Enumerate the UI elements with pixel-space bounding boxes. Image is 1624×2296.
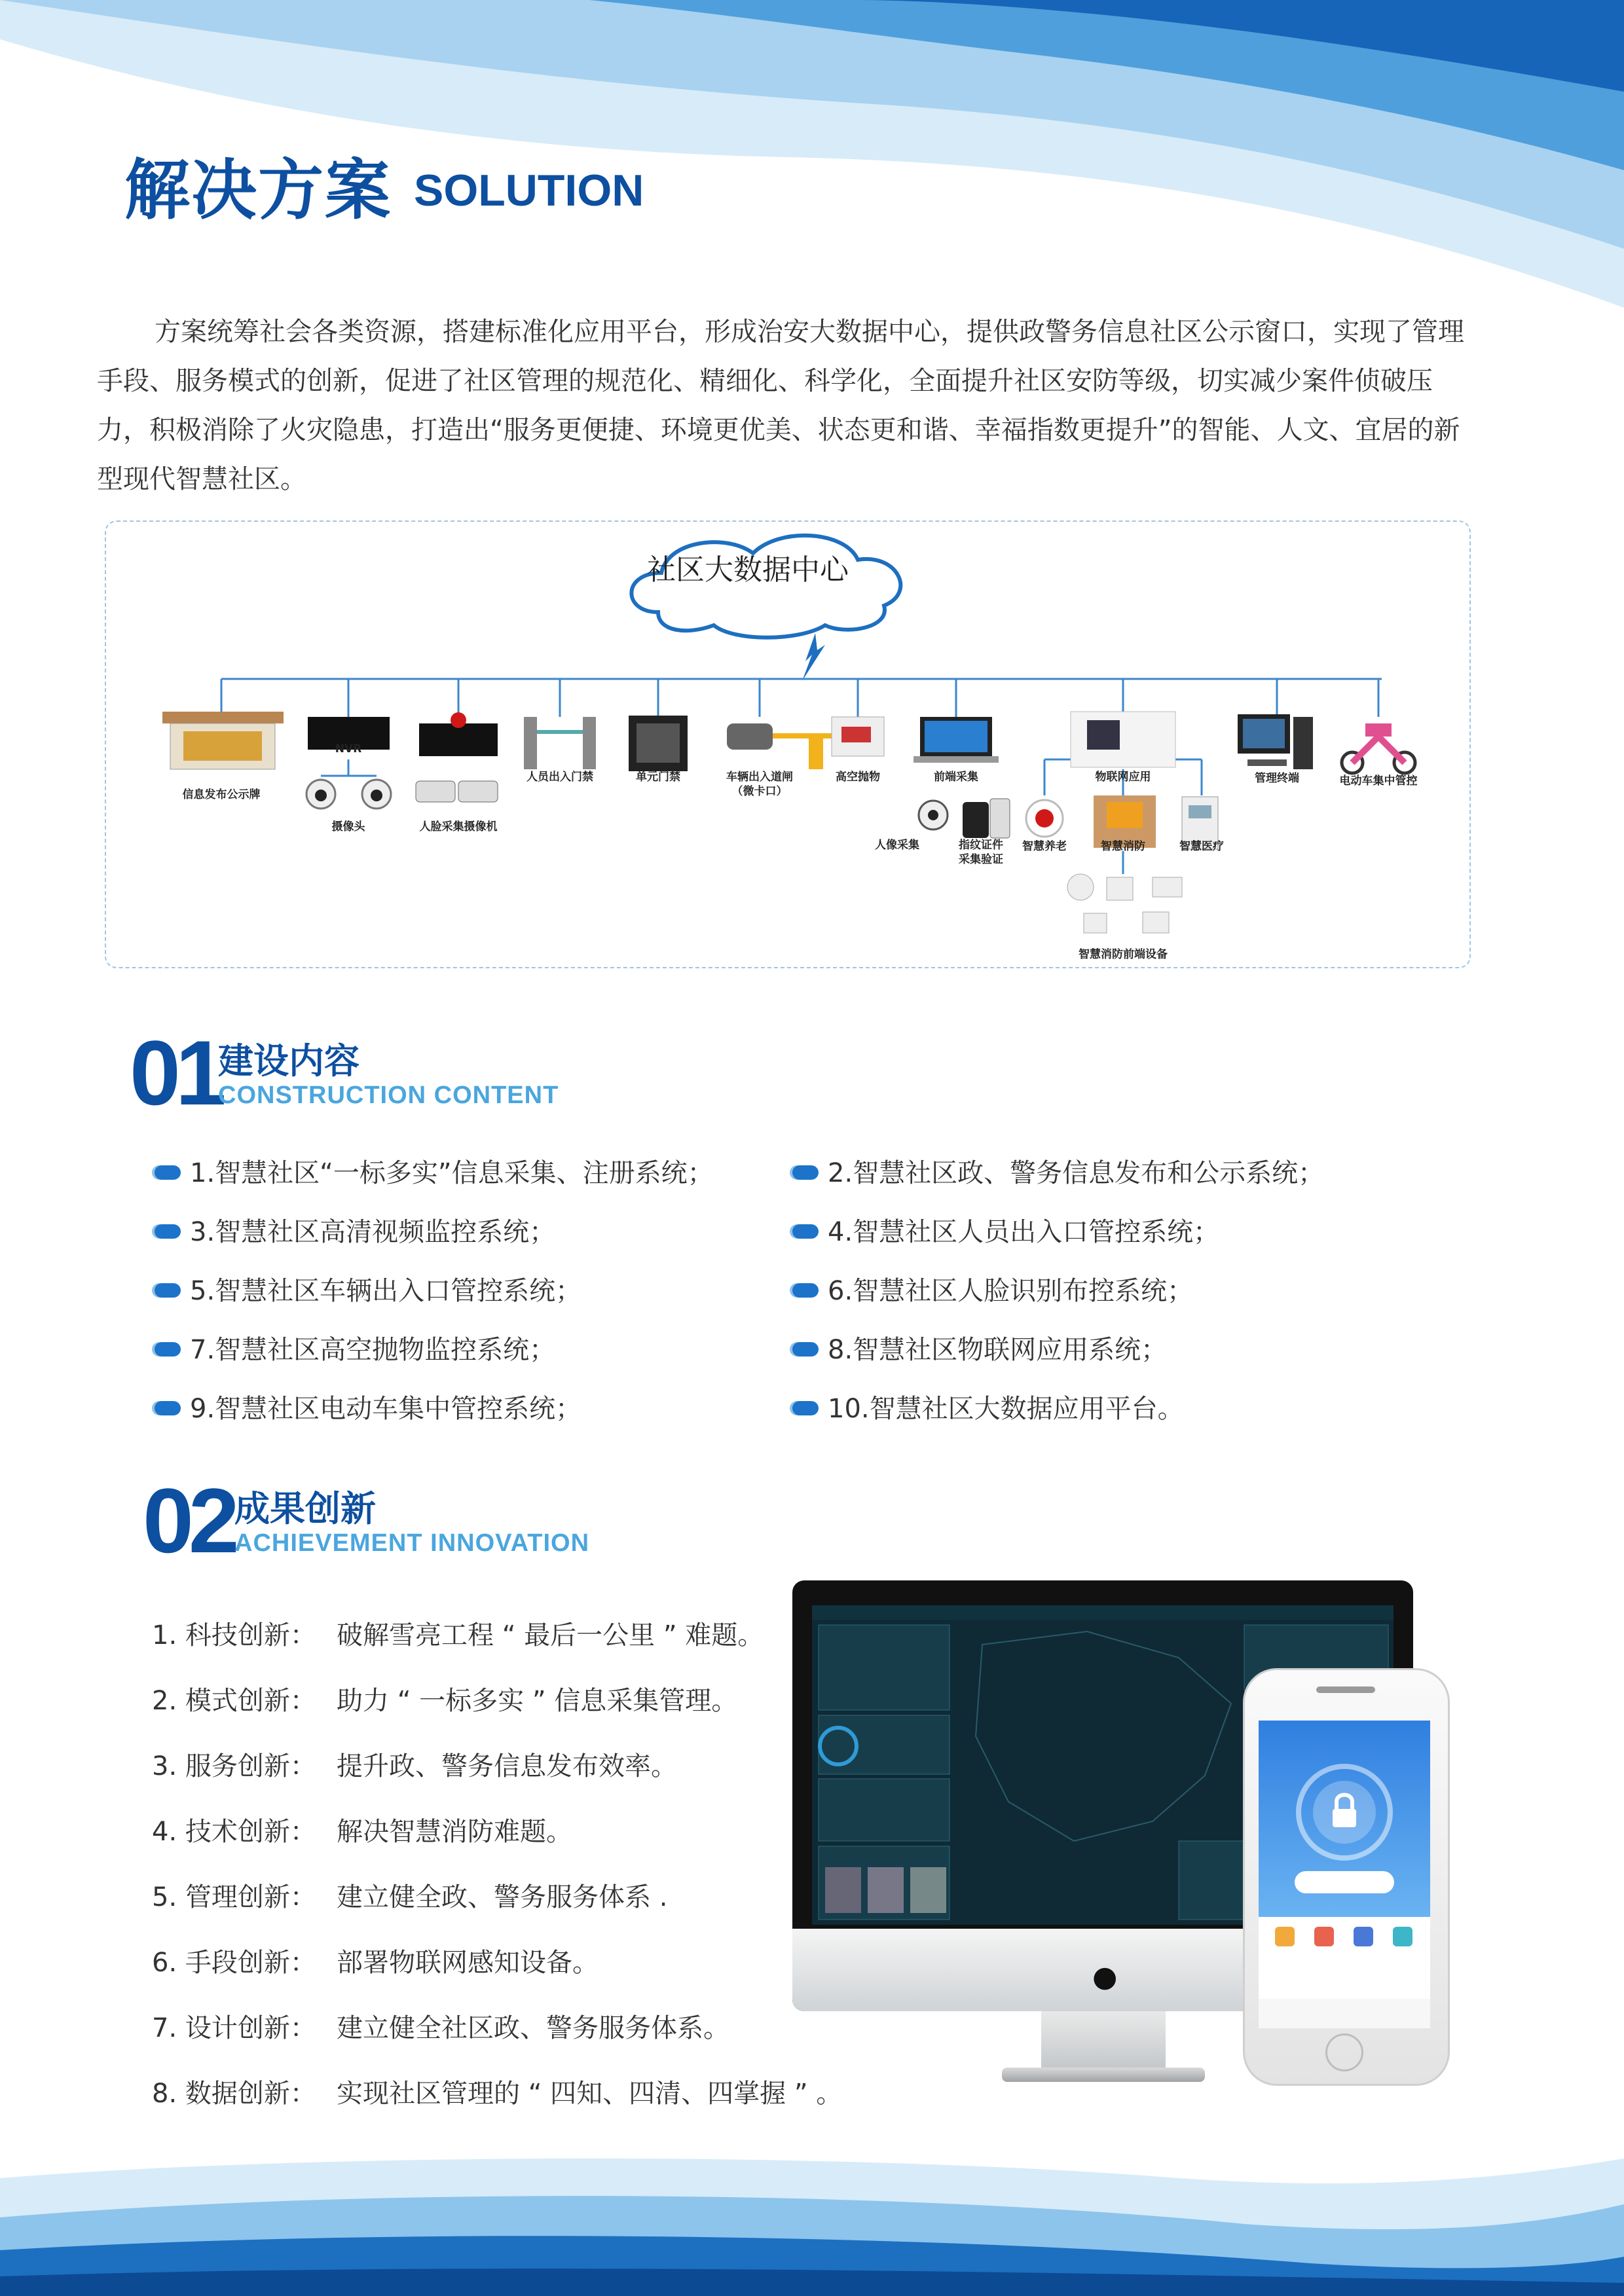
imac-stand bbox=[1041, 2011, 1166, 2077]
imac-stand-foot bbox=[1002, 2068, 1205, 2082]
bullet-icon bbox=[792, 1224, 819, 1239]
bullet-icon bbox=[155, 1283, 181, 1298]
section1-number: 01 bbox=[130, 1021, 221, 1124]
label-vehicle-gate: 车辆出入道闸 （微卡口） bbox=[726, 771, 793, 798]
label-unit-gate: 单元门禁 bbox=[636, 771, 680, 784]
construction-item: 7.智慧社区高空抛物监控系统； bbox=[155, 1329, 555, 1366]
construction-item: 9.智慧社区电动车集中管控系统； bbox=[155, 1388, 581, 1425]
info-board-icon bbox=[162, 712, 284, 769]
webcam-icon bbox=[919, 801, 948, 829]
laptop-icon bbox=[913, 717, 999, 763]
achievement-item: 5. 管理创新： 建立健全政、警务服务体系 . bbox=[152, 1882, 668, 1912]
bullet-icon bbox=[155, 1165, 181, 1180]
alarm-box-icon bbox=[419, 712, 498, 756]
bullet-icon bbox=[155, 1401, 181, 1415]
phone-home-button bbox=[1325, 2033, 1363, 2071]
page-title-cn: 解决方案 bbox=[124, 152, 392, 228]
construction-item: 8.智慧社区物联网应用系统； bbox=[792, 1329, 1167, 1366]
section1-title-en: CONSTRUCTION CONTENT bbox=[218, 1082, 559, 1109]
construction-item: 10.智慧社区大数据应用平台。 bbox=[792, 1388, 1184, 1425]
phone-app-screen bbox=[1259, 1721, 1430, 2028]
face-camera-icon bbox=[416, 781, 498, 802]
label-ebike: 电动车集中管控 bbox=[1339, 774, 1418, 788]
elderly-alarm-icon bbox=[1026, 800, 1063, 837]
apple-logo-icon: ● bbox=[1092, 1960, 1118, 1994]
achievement-item: 1. 科技创新： 破解雪亮工程 “ 最后一公里 ” 难题。 bbox=[152, 1620, 764, 1650]
label-terminal: 管理终端 bbox=[1255, 772, 1299, 785]
label-fire-devices: 智慧消防前端设备 bbox=[1079, 948, 1168, 961]
section2-number: 02 bbox=[143, 1469, 234, 1572]
page-title-en: SOLUTION bbox=[414, 166, 644, 215]
construction-item: 5.智慧社区车辆出入口管控系统； bbox=[155, 1270, 581, 1307]
label-fingerprint: 指纹证件 采集验证 bbox=[959, 839, 1003, 866]
label-elderly: 智慧养老 bbox=[1022, 840, 1067, 853]
label-medical: 智慧医疗 bbox=[1179, 840, 1224, 853]
label-camera: 摄像头 bbox=[331, 820, 365, 833]
label-high-throw: 高空抛物 bbox=[836, 771, 880, 784]
construction-item: 4.智慧社区人员出入口管控系统； bbox=[792, 1211, 1219, 1248]
section2-title-en: ACHIEVEMENT INNOVATION bbox=[234, 1529, 590, 1557]
label-iot: 物联网应用 bbox=[1095, 771, 1151, 784]
construction-item: 1.智慧社区“一标多实”信息采集、注册系统； bbox=[155, 1152, 714, 1190]
camera-icon bbox=[306, 780, 391, 809]
construction-item: 2.智慧社区政、警务信息发布和公示系统； bbox=[792, 1152, 1324, 1190]
bullet-icon bbox=[792, 1401, 819, 1415]
ebike-icon bbox=[1342, 723, 1415, 773]
achievement-item: 2. 模式创新： 助力 “ 一标多实 ” 信息采集管理。 bbox=[152, 1686, 738, 1716]
intro-text: 方案统筹社会各类资源，搭建标准化应用平台，形成治安大数据中心，提供政警务信息社区公示窗口，实现了管理手段、服务模式的创新，促进了社区管理的规范化、精细化、科学化，全面提升社区安防等级，切实减少案件侦破压力，积极消除了火灾隐患，打造出“服务更便捷、环境更优美、状态更和谐、幸福指数更提升”的智能、人文、宜居的新型现代智慧社区。 bbox=[97, 317, 1464, 494]
label-face-collect: 人像采集 bbox=[875, 839, 919, 852]
achievement-item: 7. 设计创新： 建立健全社区政、警务服务体系。 bbox=[152, 2013, 729, 2043]
diagram-center-label: 社区大数据中心 bbox=[647, 553, 849, 587]
unit-door-icon bbox=[629, 716, 688, 771]
iot-gateway-icon bbox=[1071, 712, 1175, 767]
achievement-item: 3. 服务创新： 提升政、警务信息发布效率。 bbox=[152, 1751, 677, 1781]
label-people-gate: 人员出入门禁 bbox=[526, 771, 593, 784]
bullet-icon bbox=[792, 1342, 819, 1357]
vehicle-barrier-icon bbox=[727, 723, 845, 769]
computer-terminal-icon bbox=[1238, 714, 1313, 769]
footer-wave-decoration bbox=[0, 2126, 1624, 2296]
phone-speaker bbox=[1316, 1686, 1375, 1693]
fire-sensor-devices-icon bbox=[1067, 874, 1182, 933]
achievement-item: 4. 技术创新： 解决智慧消防难题。 bbox=[152, 1817, 572, 1847]
achievement-item: 6. 手段创新： 部署物联网感知设备。 bbox=[152, 1948, 599, 1978]
bullet-icon bbox=[792, 1283, 819, 1298]
phone-app-illustration bbox=[1259, 1721, 1430, 2028]
label-info-board: 信息发布公示牌 bbox=[182, 788, 261, 801]
label-fire: 智慧消防 bbox=[1101, 840, 1145, 853]
turnstile-icon bbox=[524, 717, 596, 769]
bullet-icon bbox=[792, 1165, 819, 1180]
section1-title-cn: 建设内容 bbox=[218, 1040, 360, 1082]
achievement-item: 8. 数据创新： 实现社区管理的 “ 四知、四清、四掌握 ” 。 bbox=[152, 2079, 843, 2109]
label-front-collect: 前端采集 bbox=[934, 771, 978, 784]
bullet-icon bbox=[155, 1224, 181, 1239]
label-face-camera: 人脸采集摄像机 bbox=[419, 820, 498, 833]
label-nvr: NVR bbox=[335, 742, 362, 756]
intro-paragraph bbox=[97, 308, 1472, 504]
section2-title-cn: 成果创新 bbox=[234, 1488, 376, 1529]
bullet-icon bbox=[155, 1342, 181, 1357]
high-throw-camera-icon bbox=[832, 717, 884, 756]
construction-item: 6.智慧社区人脸识别布控系统； bbox=[792, 1270, 1193, 1307]
construction-item: 3.智慧社区高清视频监控系统； bbox=[155, 1211, 555, 1248]
fingerprint-scanner-icon bbox=[963, 799, 1010, 838]
